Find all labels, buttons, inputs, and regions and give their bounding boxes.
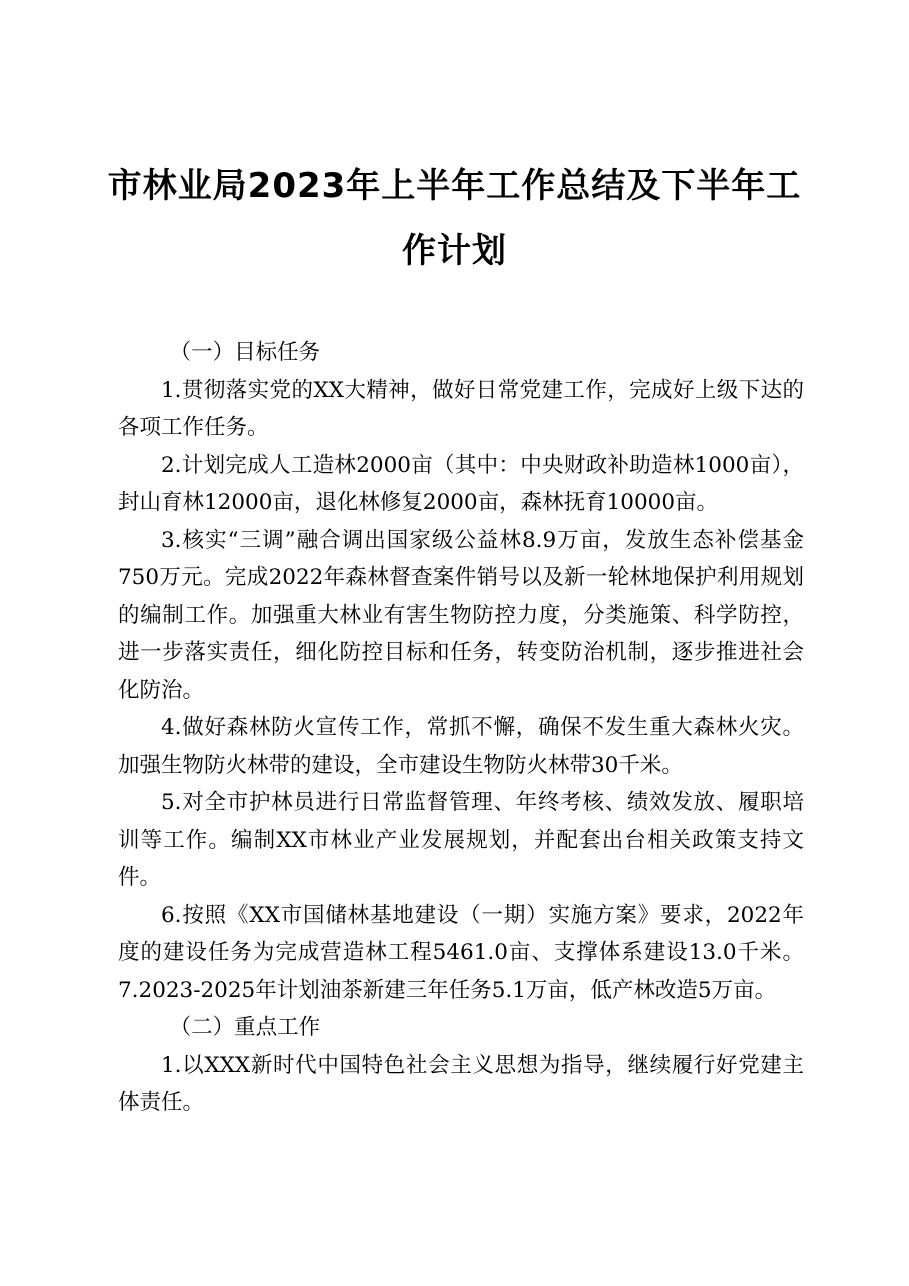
- goal-paragraph-4: 4.做好森林防火宣传工作，常抓不懈，确保不发生重大森林火灾。加强生物防火林带的建设，全市建设生物防火林带30千米。: [118, 715, 804, 778]
- section-heading-key-work: （二）重点工作: [169, 1015, 321, 1040]
- goal-paragraph-3: 3.核实“三调”融合调出国家级公益林8.9万亩，发放生态补偿基金750万元。完成2022年森林督查案件销号以及新一轮林地保护利用规划的编制工作。加强重大林业有害生物防控力度，分类施策、科学防控，进一步落实责任，细化防控目标和任务，转变防治机制，逐步推进社会化防治。: [118, 527, 804, 703]
- key-work-paragraph-1: 1.以XXX新时代中国特色社会主义思想为指导，继续履行好党建主体责任。: [118, 1052, 804, 1115]
- section-heading-goals: （一）目标任务: [169, 340, 321, 365]
- document-body: [118, 334, 804, 1122]
- document-title-line-1: 市林业局2023年上半年工作总结及下半年工: [107, 166, 802, 206]
- goal-paragraph-6: 6.按照《XX市国储林基地建设（一期）实施方案》要求，2022年度的建设任务为完成营造林工程5461.0亩、支撑体系建设13.0千米。7.2023-2025年计划油茶新建三年任务5.1万亩，低产林改造5万亩。: [118, 902, 804, 1003]
- goal-paragraph-1: 1.贯彻落实党的XX大精神，做好日常党建工作，完成好上级下达的各项工作任务。: [118, 377, 804, 440]
- goal-paragraph-2: 2.计划完成人工造林2000亩（其中：中央财政补助造林1000亩），封山育林12000亩，退化林修复2000亩，森林抚育10000亩。: [118, 452, 804, 515]
- document-title-line-2: 作计划: [402, 231, 507, 271]
- goal-paragraph-5: 5.对全市护林员进行日常监督管理、年终考核、绩效发放、履职培训等工作。编制XX市林业产业发展规划，并配套出台相关政策支持文件。: [118, 790, 804, 890]
